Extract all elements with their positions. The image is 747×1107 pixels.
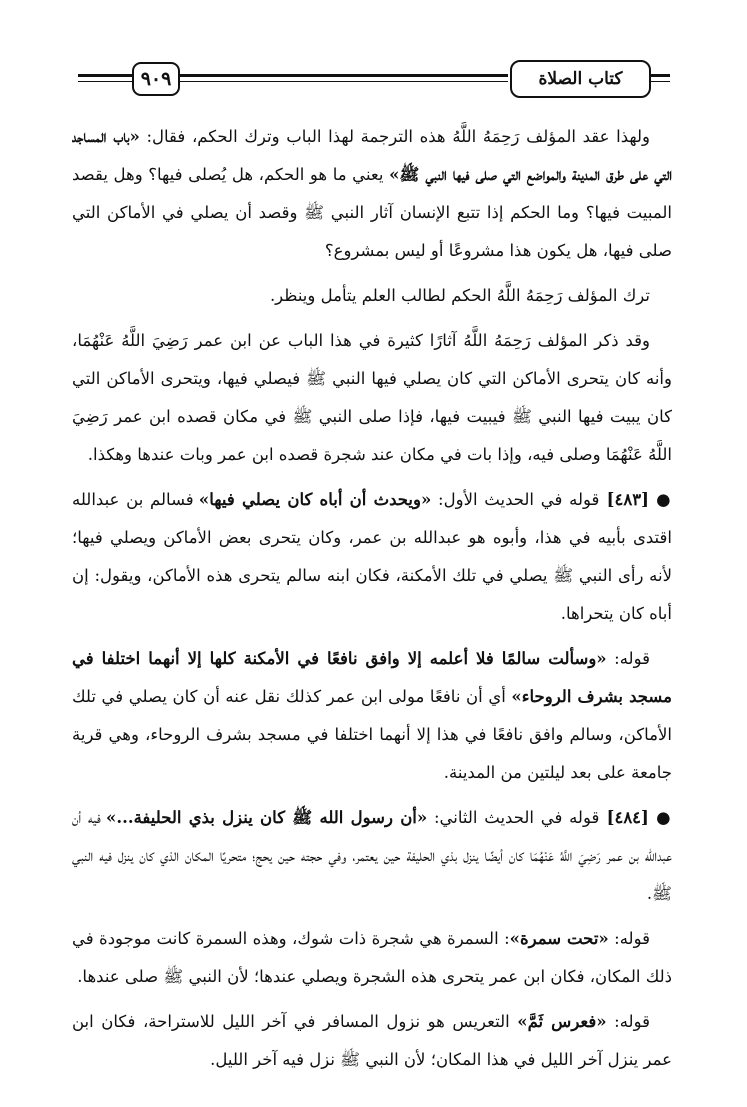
- body-text: قوله:: [606, 649, 650, 668]
- header-rule: [651, 74, 670, 77]
- page-number: ٩٠٩: [132, 62, 180, 96]
- body-text: يعني ما هو الحكم، هل يُصلى فيها؟ وهل يقصد المبيت فيها؟ وما الحكم إذا تتبع الإنسان آثار النبي ﷺ وقصد أن يصلي في الأماكن التي صلى فيها، هل يكون هذا مشروعًا أو ليس بمشروع؟: [72, 165, 672, 260]
- body-text: ولهذا عقد المؤلف رَحِمَهُ اللَّهُ هذه الترجمة لهذا الباب وترك الحكم، فقال:: [139, 127, 650, 146]
- header-rule: [651, 81, 670, 82]
- body-text: ترك المؤلف رَحِمَهُ اللَّهُ الحكم لطالب العلم يتأمل وينظر.: [269, 286, 650, 305]
- body-text: : السمرة هي شجرة ذات شوك، وهذه السمرة كانت موجودة في ذلك المكان، فكان ابن عمر يتحرى هذه الشجرة ويصلي عندها؛ لأن النبي ﷺ صلى عندها.: [72, 929, 672, 986]
- paragraph: [72, 322, 672, 474]
- quoted-text: «ويحدث أن أباه كان يصلي فيها»: [198, 490, 432, 509]
- quoted-text: «أن رسول الله ﷺ كان ينزل بذي الحليفة...»: [106, 808, 428, 827]
- body-text: وقد ذكر المؤلف رَحِمَهُ اللَّهُ آثارًا كثيرة في هذا الباب عن ابن عمر رَضِيَ اللَّهُ عَنْهُمَا، وأنه كان يتحرى الأماكن التي كان يصلي فيها النبي ﷺ فيصلي فيها، ويتحرى الأماكن التي كان يبيت فيها النبي ﷺ فيبيت فيها، فإذا صلى النبي ﷺ في مكان قصده ابن عمر رَضِيَ اللَّهُ عَنْهُمَا وصلى فيه، وإذا بات في مكان عند شجرة قصده ابن عمر وبات عندها وهكذا.: [72, 331, 672, 464]
- page-body: [72, 118, 672, 1086]
- quoted-text: ● [٤٨٣]: [599, 490, 672, 509]
- body-text: قوله:: [606, 1012, 650, 1031]
- paragraph: [72, 118, 672, 270]
- body-text: أي أن نافعًا مولى ابن عمر كذلك نقل عنه أن كان يصلي في تلك الأماكن، وسالم وافق نافعًا في هذا إلا أنهما اختلفا في مسجد بشرف الروحاء، وهي قرية جامعة على بعد ليلتين من المدينة.: [72, 687, 672, 782]
- paragraph: [72, 920, 672, 996]
- book-title: كتاب الصلاة: [510, 60, 651, 98]
- body-text: قوله في الحديث الثاني:: [427, 808, 600, 827]
- quoted-text: «باب المساجد التي على طرق المدينة والمواضع التي صلى فيها النبي ﷺ»: [72, 127, 672, 184]
- quoted-text: «وسألت سالمًا فلا أعلمه إلا وافق نافعًا في الأمكنة كلها إلا أنهما اختلفا في مسجد بشرف الروحاء»: [72, 649, 672, 706]
- body-text: فيه أن عبدالله بن عمر رَضِيَ اللَّهُ عَنْهُمَا كان أيضًا ينزل بذي الحليفة حين يعتمر، وفي حجته حين يحج؛ متحريًا المكان الذي كان ينزل فيه النبي ﷺ.: [72, 808, 672, 903]
- paragraph: [72, 277, 672, 315]
- body-text: قوله في الحديث الأول:: [431, 490, 600, 509]
- paragraph: [72, 1003, 672, 1079]
- quoted-text: ● [٤٨٤]: [599, 808, 673, 827]
- paragraph: [72, 640, 672, 792]
- quoted-text: «تحت سمرة»: [509, 929, 609, 948]
- body-text: قوله:: [608, 929, 650, 948]
- header-rule: [78, 81, 132, 82]
- paragraph: [72, 481, 672, 633]
- paragraph: [72, 799, 672, 913]
- quoted-text: «فعرس ثَمَّ»: [517, 1012, 607, 1031]
- body-text: فسالم بن عبدالله اقتدى بأبيه في هذا، وأبوه هو عبدالله بن عمر، وكان يتحرى بعض الأماكن ويصلي فيها؛ لأنه رأى النبي ﷺ يصلي في تلك الأمكنة، فكان ابنه سالم يتحرى هذه الأماكن، ويقول: إن أباه كان يتحراها.: [72, 490, 672, 623]
- page-header: [78, 60, 670, 106]
- header-rule: [180, 81, 508, 82]
- body-text: التعريس هو نزول المسافر في آخر الليل للاستراحة، فكان ابن عمر ينزل آخر الليل في هذا المكان؛ لأن النبي ﷺ نزل فيه آخر الليل.: [72, 1012, 672, 1069]
- header-rule: [180, 74, 508, 77]
- header-rule: [78, 74, 132, 77]
